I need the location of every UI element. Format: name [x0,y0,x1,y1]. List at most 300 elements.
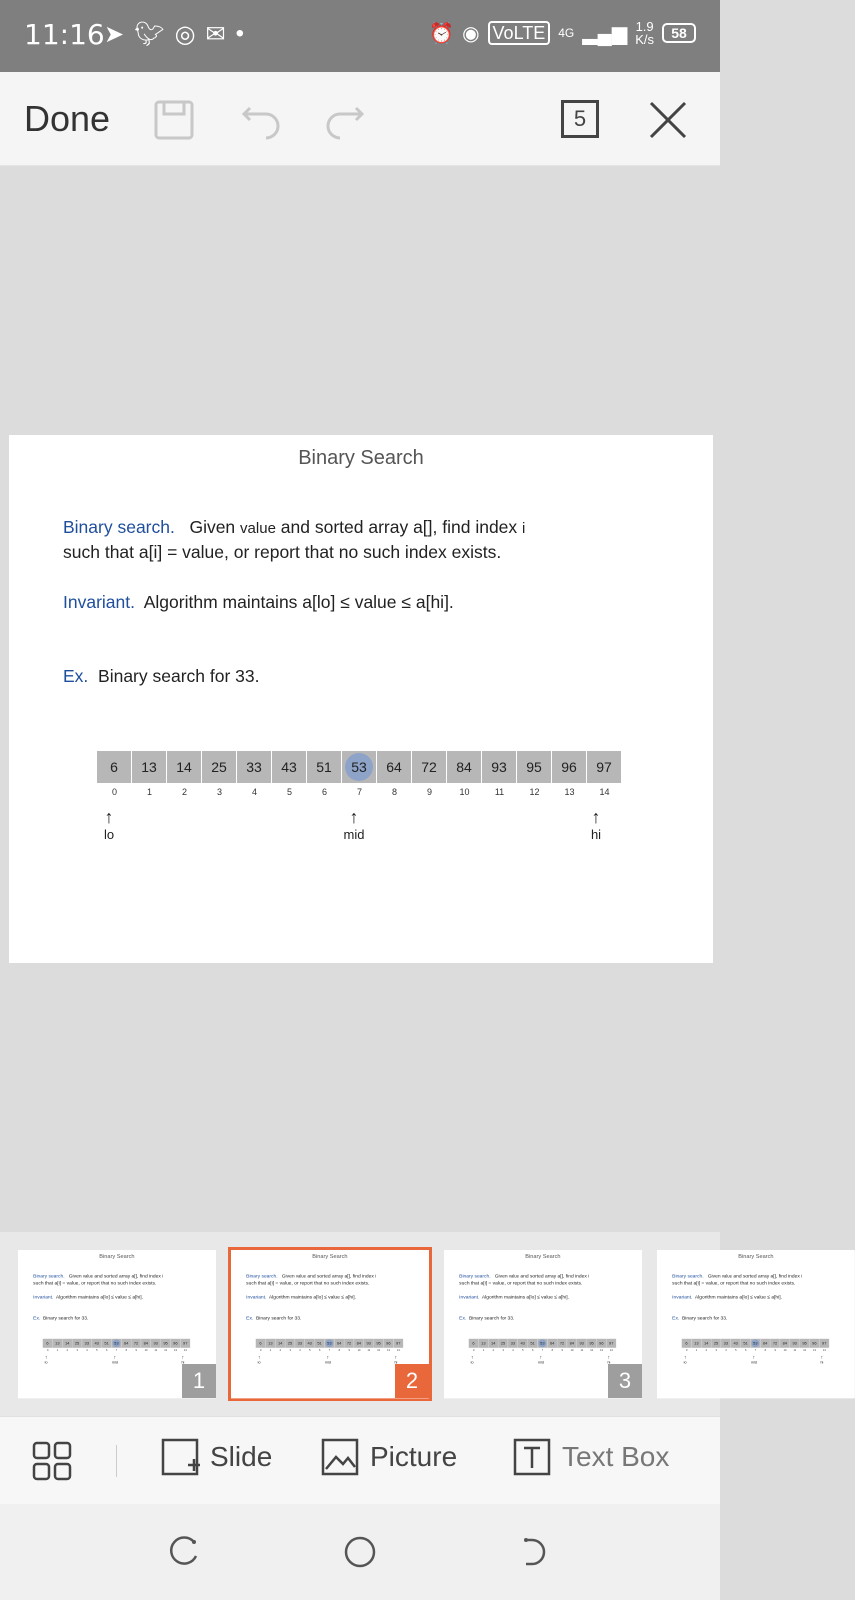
array-value: 95 [589,1341,594,1346]
array-value: 51 [743,1341,748,1346]
array-index: 12 [377,1348,381,1352]
pointer-hi: ↑ hi [181,1354,185,1365]
array-cell [482,751,517,783]
text-box-icon [512,1437,552,1477]
array-index: 4 [86,1348,88,1352]
slide-title: Binary Search [312,1253,348,1260]
array-cell [384,1339,394,1348]
array-value: 51 [104,1341,109,1346]
array-cell [374,1339,384,1348]
array-cell [577,1339,587,1348]
array-value: 25 [211,759,227,775]
array-cell [800,1339,810,1348]
array-cell [682,1339,692,1348]
array-index: 7 [754,1348,757,1352]
pointer-lo: ↑ lo [683,1354,687,1365]
array-value: 84 [782,1341,788,1346]
array-value: 13 [141,759,157,775]
array-cell [43,1339,53,1348]
array-cell [547,1339,557,1348]
array-cell [760,1339,770,1348]
highlighted-value: 53 [114,1341,119,1346]
array-cell [364,1339,374,1348]
array-value: 43 [281,759,297,775]
array-cell [518,1339,528,1348]
example-line: Ex. Binary search for 33. [246,1314,302,1321]
array-index: 2 [181,787,187,797]
array-index: 2 [279,1348,282,1352]
pointer-hi: ↑ hi [590,807,602,842]
array-value: 96 [173,1341,178,1346]
array-cell [82,1339,92,1348]
array-cell [597,1339,607,1348]
array-cell [377,751,412,783]
definition-line-1: Binary search. Given value and sorted array a[], find index i [63,517,526,537]
array-row [97,751,622,783]
array-value: 6 [472,1341,475,1346]
definition-line-2: such that a[i] = value, or report that no such index exists. [33,1280,157,1286]
array-cell [132,751,167,783]
slide-canvas[interactable] [9,435,713,963]
array-value: 25 [287,1341,293,1346]
array-cell [141,1339,151,1348]
array-cell [517,751,552,783]
thumbnail-3[interactable] [444,1250,642,1398]
array-cell [393,1339,403,1348]
array-cell [256,1339,266,1348]
array-value: 33 [510,1341,516,1346]
array-value: 64 [762,1341,768,1346]
array-value: 64 [549,1341,555,1346]
pointer-mid: ↑ mid [537,1354,544,1365]
volte-badge: VoLTE [488,21,551,45]
array-cell [692,1339,702,1348]
array-index: 14 [609,1348,613,1352]
highlighted-value: 53 [327,1341,332,1346]
pointer-hi: ↑ hi [820,1354,824,1365]
slide-thumbnails [0,1232,827,1416]
array-cell [567,1339,577,1348]
pointer-lo: ↑ lo [257,1354,261,1365]
array-cell [447,751,482,783]
slide-count-button[interactable] [561,100,599,138]
redo-icon[interactable] [324,98,368,142]
picture-icon [320,1437,360,1477]
back-icon[interactable] [518,1534,554,1570]
array-index: 14 [599,787,610,797]
array-index: 8 [125,1348,128,1352]
array-value: 14 [490,1341,496,1346]
array-value: 43 [733,1341,738,1346]
array-index: 4 [251,787,257,797]
example-line: Ex. Binary search for 33. [672,1314,728,1321]
array-value: 25 [713,1341,719,1346]
array-cell [488,1339,498,1348]
array-index: 2 [66,1348,69,1352]
array-index: 7 [115,1348,118,1352]
array-cell [479,1339,489,1348]
array-index: 3 [715,1348,717,1352]
array-cell [701,1339,711,1348]
definition-line-2: such that a[i] = value, or report that no such index exists. [246,1280,370,1286]
definition-line-2: such that a[i] = value, or report that no such index exists. [63,542,502,562]
definition-line-1: Binary search. Given value and sorted array a[], find index i [33,1273,164,1279]
array-cell [780,1339,790,1348]
array-cell [334,1339,344,1348]
array-cell [344,1339,354,1348]
array-index: 7 [356,787,362,797]
array-index: 10 [459,787,470,797]
thumbnail-2[interactable] [231,1250,429,1398]
array-index: 1 [269,1348,272,1352]
array-index: 6 [321,787,327,797]
array-index: 9 [774,1348,776,1352]
undo-icon[interactable] [238,98,282,142]
array-index: 13 [174,1348,177,1352]
array-value: 84 [569,1341,575,1346]
array-row [682,1339,830,1348]
array-index: 2 [492,1348,495,1352]
array-index: 11 [154,1348,158,1352]
array-cell [237,751,272,783]
array-value: 93 [491,759,507,775]
array-value: 97 [396,1341,401,1346]
array-value: 64 [336,1341,342,1346]
array-value: 6 [685,1341,688,1346]
array-index: 14 [396,1348,400,1352]
array-cell [161,1339,171,1348]
array-index: 2 [705,1348,708,1352]
array-value: 13 [481,1341,486,1346]
array-index: 6 [531,1348,534,1352]
array-value: 96 [599,1341,604,1346]
slide-count: 5 [573,106,587,131]
array-cell [354,1339,364,1348]
array-value: 6 [259,1341,262,1346]
array-value: 93 [792,1341,797,1346]
array-index: 12 [803,1348,807,1352]
array-index: 7 [328,1348,331,1352]
array-value: 93 [579,1341,584,1346]
done-button[interactable]: Done [24,98,111,139]
array-index: 4 [725,1348,727,1352]
array-value: 84 [143,1341,149,1346]
divider [116,1445,117,1477]
array-index: 4 [512,1348,514,1352]
array-index: 8 [764,1348,767,1352]
array-index: 8 [391,787,397,797]
array-index: 0 [259,1348,262,1352]
array-row [43,1339,191,1348]
array-index: 9 [426,787,432,797]
array-cell [171,1339,181,1348]
array-value: 51 [530,1341,535,1346]
array-value: 95 [802,1341,807,1346]
array-value: 72 [559,1341,565,1346]
array-index: 6 [744,1348,747,1352]
array-cell [62,1339,72,1348]
array-index: 10 [783,1348,787,1352]
array-cell [810,1339,820,1348]
array-index: 3 [216,787,222,797]
array-cell [552,751,587,783]
array-index: 8 [551,1348,554,1352]
array-cell [315,1339,325,1348]
array-value: 33 [84,1341,90,1346]
pointer-mid: ↑ mid [343,807,365,842]
array-index: 12 [590,1348,594,1352]
array-cell [285,1339,295,1348]
array-index: 3 [289,1348,291,1352]
thumbnail-preview [657,1250,855,1398]
array-value: 64 [386,759,402,775]
array-value: 72 [772,1341,778,1346]
array-index: 11 [494,787,505,797]
array-cell [751,1339,761,1348]
array-index: 13 [564,787,575,797]
invariant-line: Invariant. Algorithm maintains a[lo] ≤ value ≤ a[hi]. [672,1294,782,1300]
array-index: 11 [793,1348,797,1352]
thumbnail-number: 3 [608,1364,642,1398]
network-type: 4G [558,26,575,40]
array-index: 14 [822,1348,826,1352]
pointer-mid: ↑ mid [324,1354,331,1365]
thumbnail-4[interactable] [657,1250,827,1398]
array-cell [342,751,377,783]
insert-picture-button[interactable]: Picture [320,1437,457,1477]
array-value: 14 [176,759,192,775]
array-index: 1 [146,787,152,797]
pointer-lo: ↑ lo [470,1354,474,1365]
array-value: 72 [421,759,437,775]
save-icon[interactable] [152,98,196,142]
array-value: 84 [456,759,472,775]
array-index: 5 [735,1348,737,1352]
array-index: 4 [299,1348,301,1352]
array-cell [266,1339,276,1348]
twitter-icon: 🐦︎ [134,21,165,48]
array-value: 97 [822,1341,827,1346]
system-nav-bar [0,1504,720,1600]
pointer-lo: ↑ lo [103,807,115,842]
highlighted-value: 53 [345,753,373,781]
array-index: 0 [111,787,117,797]
array-index: 10 [144,1348,148,1352]
array-cell [731,1339,741,1348]
array-cell [606,1339,616,1348]
array-index: 14 [183,1348,187,1352]
array-cell [557,1339,567,1348]
array-value: 51 [316,759,332,775]
pointer-mid: ↑ mid [111,1354,118,1365]
array-index: 10 [357,1348,361,1352]
array-index: 1 [695,1348,698,1352]
array-cell [180,1339,190,1348]
array-index: 0 [685,1348,688,1352]
slide-title: Binary Search [525,1253,561,1260]
array-value: 33 [297,1341,303,1346]
array-index: 1 [56,1348,59,1352]
array-cell [97,751,132,783]
add-slide-icon [160,1437,200,1477]
hotspot-icon: ◉ [462,22,480,45]
grid-view-icon[interactable] [32,1441,72,1481]
array-index: 11 [580,1348,584,1352]
array-cell [325,1339,335,1348]
array-index: 13 [600,1348,603,1352]
array-value: 93 [153,1341,158,1346]
recents-icon[interactable] [166,1534,202,1570]
array-cell [711,1339,721,1348]
array-index: 7 [541,1348,544,1352]
array-cell [131,1339,141,1348]
array-cell [508,1339,518,1348]
example-line: Ex. Binary search for 33. [33,1314,89,1321]
definition-line-1: Binary search. Given value and sorted array a[], find index i [246,1273,377,1279]
array-value: 96 [386,1341,391,1346]
array-cell [112,1339,122,1348]
array-value: 97 [183,1341,188,1346]
array-cell [528,1339,538,1348]
gmail-icon: ✉ [205,21,226,48]
definition-line-2: such that a[i] = value, or report that no such index exists. [672,1280,796,1286]
definition-line-1: Binary search. Given value and sorted array a[], find index i [459,1273,590,1279]
array-value: 95 [163,1341,168,1346]
array-cell [102,1339,112,1348]
array-value: 51 [317,1341,322,1346]
slide-title: Binary Search [298,447,424,469]
insert-bar [0,1416,720,1504]
insert-textbox-button[interactable]: Text Box [512,1437,669,1477]
invariant-line: Invariant. Algorithm maintains a[lo] ≤ value ≤ a[hi]. [459,1294,569,1300]
array-cell [412,751,447,783]
array-cell [819,1339,829,1348]
array-value: 72 [346,1341,352,1346]
alarm-icon: ⏰ [429,22,455,45]
status-bar [0,0,720,72]
pointer-hi: ↑ hi [394,1354,398,1365]
net-speed: 1.9 K/s [635,19,654,47]
array-cell [469,1339,479,1348]
array-value: 25 [74,1341,80,1346]
array-value: 43 [520,1341,525,1346]
chrome-icon: ◎ [174,21,196,48]
array-index: 6 [318,1348,321,1352]
array-cell [770,1339,780,1348]
array-cell [587,751,622,783]
array-index: 9 [348,1348,350,1352]
signal-icon: ▂▄▆ [582,22,628,45]
array-value: 43 [94,1341,99,1346]
telegram-icon: ➤ [104,21,125,48]
highlighted-value: 53 [540,1341,545,1346]
array-index: 13 [813,1348,816,1352]
array-value: 96 [812,1341,817,1346]
notification-icons [104,20,244,49]
array-index: 3 [502,1348,504,1352]
array-index: 12 [164,1348,168,1352]
array-value: 72 [133,1341,139,1346]
home-icon[interactable] [342,1534,378,1570]
array-index: 3 [76,1348,78,1352]
array-value: 14 [277,1341,283,1346]
array-index: 9 [135,1348,137,1352]
system-icons [429,20,696,46]
array-cell [72,1339,82,1348]
array-value: 33 [246,759,262,775]
array-index: 10 [570,1348,574,1352]
array-cell [151,1339,161,1348]
thumbnail-number: 1 [182,1364,216,1398]
array-value: 95 [376,1341,381,1346]
definition-line-1: Binary search. Given value and sorted array a[], find index i [672,1273,803,1279]
array-index: 8 [338,1348,341,1352]
battery-icon: 58 [662,23,696,43]
array-index: 12 [529,787,540,797]
array-cell [53,1339,63,1348]
array-index: 13 [387,1348,390,1352]
array-cell [295,1339,305,1348]
array-value: 64 [123,1341,129,1346]
invariant-line: Invariant. Algorithm maintains a[lo] ≤ value ≤ a[hi]. [33,1294,143,1300]
array-value: 96 [561,759,577,775]
array-index: 6 [105,1348,108,1352]
array-index: 0 [472,1348,475,1352]
array-cell [307,751,342,783]
array-index: 5 [309,1348,311,1352]
array-cell [272,751,307,783]
slide-title: Binary Search [99,1253,135,1260]
pointer-mid: ↑ mid [750,1354,757,1365]
array-value: 25 [500,1341,506,1346]
array-index: 5 [96,1348,98,1352]
status-time: 11:16 [24,18,105,51]
array-value: 13 [694,1341,699,1346]
array-value: 6 [110,759,118,775]
array-cell [538,1339,548,1348]
thumbnail-1[interactable] [18,1250,216,1398]
array-cell [305,1339,315,1348]
array-cell [202,751,237,783]
pointer-lo: ↑ lo [44,1354,48,1365]
array-value: 93 [366,1341,371,1346]
array-row [469,1339,617,1348]
array-index: 5 [522,1348,524,1352]
array-cell [741,1339,751,1348]
array-cell [498,1339,508,1348]
editor-toolbar [0,72,720,166]
array-row [256,1339,404,1348]
array-index: 9 [561,1348,563,1352]
array-value: 13 [55,1341,60,1346]
close-icon[interactable] [646,98,690,142]
highlighted-value: 53 [753,1341,758,1346]
slide-title: Binary Search [738,1253,774,1260]
array-cell [121,1339,131,1348]
array-value: 14 [64,1341,70,1346]
array-value: 97 [596,759,612,775]
insert-slide-button[interactable]: Slide [160,1437,272,1477]
array-cell [167,751,202,783]
definition-line-2: such that a[i] = value, or report that no such index exists. [459,1280,583,1286]
array-value: 97 [609,1341,614,1346]
array-index: 1 [482,1348,485,1352]
invariant-line: Invariant. Algorithm maintains a[lo] ≤ value ≤ a[hi]. [63,592,454,612]
array-index: 5 [286,787,292,797]
pointer-hi: ↑ hi [607,1354,611,1365]
array-index: 11 [367,1348,371,1352]
example-line: Ex. Binary search for 33. [63,666,260,686]
